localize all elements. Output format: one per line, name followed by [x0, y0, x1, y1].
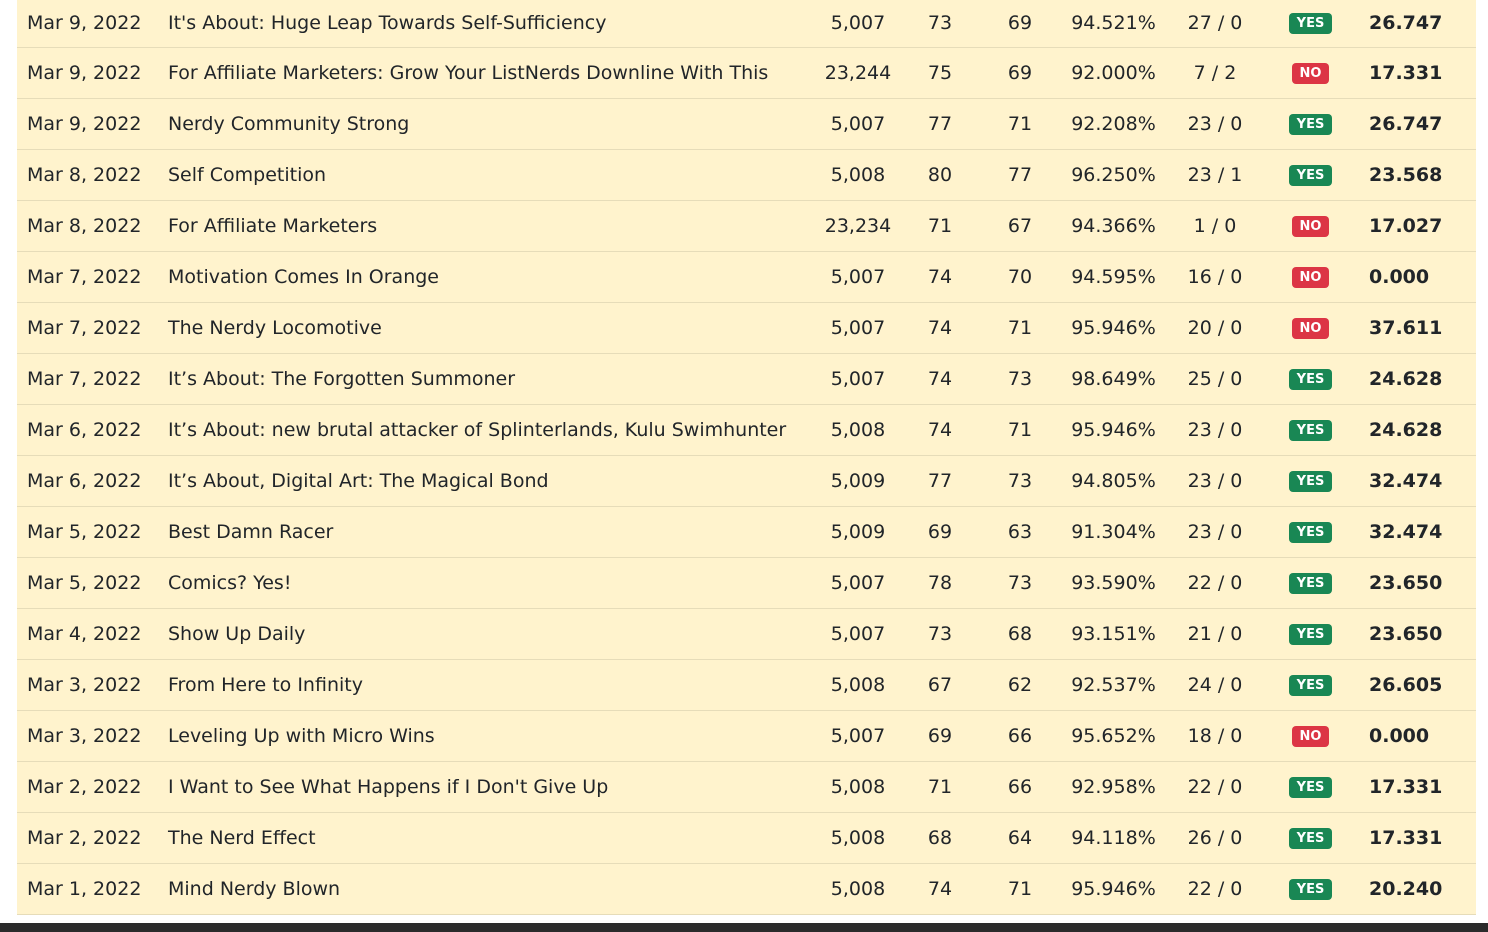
ratio-cell: 22 / 0 [1187, 878, 1243, 900]
status-cell [1288, 558, 1333, 608]
ratio-cell: 23 / 1 [1187, 164, 1243, 186]
title-cell: Comics? Yes! [168, 572, 292, 594]
table-row[interactable] [17, 48, 1476, 99]
date-cell: Mar 6, 2022 [27, 419, 142, 441]
clicks-cell: 77 [1007, 164, 1033, 186]
opens-cell: 74 [927, 266, 953, 288]
status-cell [1288, 711, 1333, 761]
recipients-cell: 5,007 [830, 266, 886, 288]
clicks-cell: 67 [1007, 215, 1033, 237]
date-cell: Mar 2, 2022 [27, 776, 142, 798]
status-badge: YES [1289, 471, 1333, 492]
table-row[interactable] [17, 660, 1476, 711]
table-row[interactable] [17, 201, 1476, 252]
score-cell: 37.611 [1369, 317, 1443, 339]
opens-cell: 77 [927, 470, 953, 492]
recipients-cell: 5,007 [830, 572, 886, 594]
table-row[interactable] [17, 303, 1476, 354]
ratio-cell: 21 / 0 [1187, 623, 1243, 645]
clicks-cell: 71 [1007, 419, 1033, 441]
recipients-cell: 23,234 [824, 215, 892, 237]
ratio-cell: 23 / 0 [1187, 419, 1243, 441]
rate-cell: 95.652% [1071, 725, 1156, 747]
recipients-cell: 5,007 [830, 113, 886, 135]
opens-cell: 71 [927, 215, 953, 237]
status-cell [1288, 609, 1333, 659]
opens-cell: 77 [927, 113, 953, 135]
clicks-cell: 73 [1007, 572, 1033, 594]
status-cell [1288, 303, 1333, 353]
table-row[interactable] [17, 813, 1476, 864]
table-row[interactable] [17, 864, 1476, 915]
score-cell: 17.331 [1369, 776, 1443, 798]
status-badge: YES [1289, 675, 1333, 696]
recipients-cell: 5,007 [830, 725, 886, 747]
ratio-cell: 7 / 2 [1193, 62, 1237, 84]
score-cell: 20.240 [1369, 878, 1443, 900]
rate-cell: 94.521% [1071, 12, 1156, 34]
opens-cell: 74 [927, 878, 953, 900]
recipients-cell: 5,009 [830, 470, 886, 492]
status-cell [1288, 201, 1333, 251]
status-badge: YES [1289, 522, 1333, 543]
status-badge: YES [1289, 879, 1333, 900]
score-cell: 26.605 [1369, 674, 1443, 696]
date-cell: Mar 9, 2022 [27, 113, 142, 135]
ratio-cell: 26 / 0 [1187, 827, 1243, 849]
rate-cell: 92.537% [1071, 674, 1156, 696]
score-cell: 24.628 [1369, 368, 1443, 390]
taskbar-edge [0, 923, 1488, 932]
status-cell [1288, 0, 1333, 47]
status-cell [1288, 252, 1333, 302]
date-cell: Mar 2, 2022 [27, 827, 142, 849]
table-row[interactable] [17, 99, 1476, 150]
score-cell: 23.650 [1369, 572, 1443, 594]
clicks-cell: 62 [1007, 674, 1033, 696]
ratio-cell: 20 / 0 [1187, 317, 1243, 339]
score-cell: 23.568 [1369, 164, 1443, 186]
status-badge: NO [1292, 267, 1330, 288]
opens-cell: 74 [927, 419, 953, 441]
rate-cell: 95.946% [1071, 419, 1156, 441]
table-row[interactable] [17, 150, 1476, 201]
table-row[interactable] [17, 456, 1476, 507]
score-cell: 17.331 [1369, 62, 1443, 84]
opens-cell: 69 [927, 725, 953, 747]
date-cell: Mar 4, 2022 [27, 623, 142, 645]
status-cell [1288, 48, 1333, 98]
date-cell: Mar 9, 2022 [27, 12, 142, 34]
rate-cell: 96.250% [1071, 164, 1156, 186]
date-cell: Mar 1, 2022 [27, 878, 142, 900]
title-cell: It’s About, Digital Art: The Magical Bond [168, 470, 549, 492]
rate-cell: 94.118% [1071, 827, 1156, 849]
status-cell [1288, 405, 1333, 455]
title-cell: Leveling Up with Micro Wins [168, 725, 435, 747]
rate-cell: 95.946% [1071, 878, 1156, 900]
ratio-cell: 16 / 0 [1187, 266, 1243, 288]
table-row[interactable] [17, 558, 1476, 609]
ratio-cell: 23 / 0 [1187, 470, 1243, 492]
clicks-cell: 73 [1007, 368, 1033, 390]
opens-cell: 71 [927, 776, 953, 798]
recipients-cell: 5,008 [830, 674, 886, 696]
table-row[interactable] [17, 507, 1476, 558]
recipients-cell: 5,007 [830, 623, 886, 645]
rate-cell: 95.946% [1071, 317, 1156, 339]
rate-cell: 93.151% [1071, 623, 1156, 645]
title-cell: The Nerd Effect [168, 827, 316, 849]
ratio-cell: 1 / 0 [1193, 215, 1237, 237]
recipients-cell: 5,008 [830, 776, 886, 798]
rate-cell: 93.590% [1071, 572, 1156, 594]
recipients-cell: 5,008 [830, 419, 886, 441]
title-cell: Mind Nerdy Blown [168, 878, 341, 900]
date-cell: Mar 7, 2022 [27, 317, 142, 339]
table-row[interactable] [17, 711, 1476, 762]
rate-cell: 94.366% [1071, 215, 1156, 237]
status-cell [1288, 762, 1333, 812]
clicks-cell: 63 [1007, 521, 1033, 543]
score-cell: 0.000 [1369, 266, 1430, 288]
ratio-cell: 27 / 0 [1187, 12, 1243, 34]
opens-cell: 73 [927, 12, 953, 34]
opens-cell: 78 [927, 572, 953, 594]
title-cell: Motivation Comes In Orange [168, 266, 439, 288]
clicks-cell: 69 [1007, 62, 1033, 84]
opens-cell: 73 [927, 623, 953, 645]
date-cell: Mar 6, 2022 [27, 470, 142, 492]
rate-cell: 94.595% [1071, 266, 1156, 288]
ratio-cell: 22 / 0 [1187, 572, 1243, 594]
status-badge: YES [1289, 165, 1333, 186]
date-cell: Mar 3, 2022 [27, 725, 142, 747]
score-cell: 17.331 [1369, 827, 1443, 849]
opens-cell: 67 [927, 674, 953, 696]
status-badge: NO [1292, 63, 1330, 84]
ratio-cell: 24 / 0 [1187, 674, 1243, 696]
title-cell: For Affiliate Marketers: Grow Your ListNerds Downline With This [168, 62, 769, 84]
score-cell: 32.474 [1369, 470, 1443, 492]
opens-cell: 69 [927, 521, 953, 543]
status-badge: YES [1289, 13, 1333, 34]
score-cell: 26.747 [1369, 113, 1443, 135]
score-cell: 32.474 [1369, 521, 1443, 543]
recipients-cell: 5,009 [830, 521, 886, 543]
clicks-cell: 71 [1007, 317, 1033, 339]
title-cell: Self Competition [168, 164, 327, 186]
score-cell: 17.027 [1369, 215, 1443, 237]
status-badge: YES [1289, 777, 1333, 798]
clicks-cell: 64 [1007, 827, 1033, 849]
status-badge: YES [1289, 573, 1333, 594]
clicks-cell: 73 [1007, 470, 1033, 492]
opens-cell: 74 [927, 317, 953, 339]
title-cell: Nerdy Community Strong [168, 113, 410, 135]
mail-stats-table [17, 0, 1476, 915]
status-cell [1288, 507, 1333, 557]
ratio-cell: 18 / 0 [1187, 725, 1243, 747]
date-cell: Mar 8, 2022 [27, 164, 142, 186]
table-row[interactable] [17, 762, 1476, 813]
status-badge: YES [1289, 420, 1333, 441]
date-cell: Mar 9, 2022 [27, 62, 142, 84]
recipients-cell: 5,007 [830, 12, 886, 34]
status-badge: NO [1292, 726, 1330, 747]
recipients-cell: 23,244 [824, 62, 892, 84]
score-cell: 26.747 [1369, 12, 1443, 34]
clicks-cell: 66 [1007, 776, 1033, 798]
opens-cell: 74 [927, 368, 953, 390]
clicks-cell: 71 [1007, 113, 1033, 135]
title-cell: For Affiliate Marketers [168, 215, 378, 237]
status-cell [1288, 150, 1333, 200]
status-badge: YES [1289, 624, 1333, 645]
ratio-cell: 23 / 0 [1187, 113, 1243, 135]
status-badge: YES [1289, 828, 1333, 849]
title-cell: Show Up Daily [168, 623, 306, 645]
date-cell: Mar 5, 2022 [27, 572, 142, 594]
recipients-cell: 5,008 [830, 164, 886, 186]
status-cell [1288, 660, 1333, 710]
status-badge: YES [1289, 114, 1333, 135]
title-cell: Best Damn Racer [168, 521, 334, 543]
score-cell: 24.628 [1369, 419, 1443, 441]
rate-cell: 91.304% [1071, 521, 1156, 543]
status-badge: NO [1292, 318, 1330, 339]
rate-cell: 92.958% [1071, 776, 1156, 798]
status-cell [1288, 813, 1333, 863]
clicks-cell: 69 [1007, 12, 1033, 34]
opens-cell: 80 [927, 164, 953, 186]
date-cell: Mar 5, 2022 [27, 521, 142, 543]
status-cell [1288, 99, 1333, 149]
title-cell: The Nerdy Locomotive [168, 317, 382, 339]
date-cell: Mar 7, 2022 [27, 368, 142, 390]
date-cell: Mar 8, 2022 [27, 215, 142, 237]
status-cell [1288, 864, 1333, 914]
status-cell [1288, 354, 1333, 404]
clicks-cell: 71 [1007, 878, 1033, 900]
clicks-cell: 66 [1007, 725, 1033, 747]
clicks-cell: 68 [1007, 623, 1033, 645]
rate-cell: 92.208% [1071, 113, 1156, 135]
title-cell: From Here to Infinity [168, 674, 363, 696]
score-cell: 23.650 [1369, 623, 1443, 645]
rate-cell: 94.805% [1071, 470, 1156, 492]
ratio-cell: 23 / 0 [1187, 521, 1243, 543]
ratio-cell: 25 / 0 [1187, 368, 1243, 390]
table-row[interactable] [17, 405, 1476, 456]
title-cell: It’s About: new brutal attacker of Splinterlands, Kulu Swimhunter [168, 419, 787, 441]
table-row[interactable] [17, 609, 1476, 660]
recipients-cell: 5,008 [830, 827, 886, 849]
status-badge: NO [1292, 216, 1330, 237]
date-cell: Mar 3, 2022 [27, 674, 142, 696]
recipients-cell: 5,008 [830, 878, 886, 900]
title-cell: It’s About: The Forgotten Summoner [168, 368, 516, 390]
opens-cell: 75 [927, 62, 953, 84]
rate-cell: 92.000% [1071, 62, 1156, 84]
title-cell: It's About: Huge Leap Towards Self-Sufficiency [168, 12, 607, 34]
rate-cell: 98.649% [1071, 368, 1156, 390]
table-row[interactable] [17, 354, 1476, 405]
status-cell [1288, 456, 1333, 506]
status-badge: YES [1289, 369, 1333, 390]
title-cell: I Want to See What Happens if I Don't Give Up [168, 776, 609, 798]
score-cell: 0.000 [1369, 725, 1430, 747]
ratio-cell: 22 / 0 [1187, 776, 1243, 798]
recipients-cell: 5,007 [830, 317, 886, 339]
opens-cell: 68 [927, 827, 953, 849]
clicks-cell: 70 [1007, 266, 1033, 288]
table-row[interactable] [17, 0, 1476, 48]
recipients-cell: 5,007 [830, 368, 886, 390]
date-cell: Mar 7, 2022 [27, 266, 142, 288]
table-row[interactable] [17, 252, 1476, 303]
